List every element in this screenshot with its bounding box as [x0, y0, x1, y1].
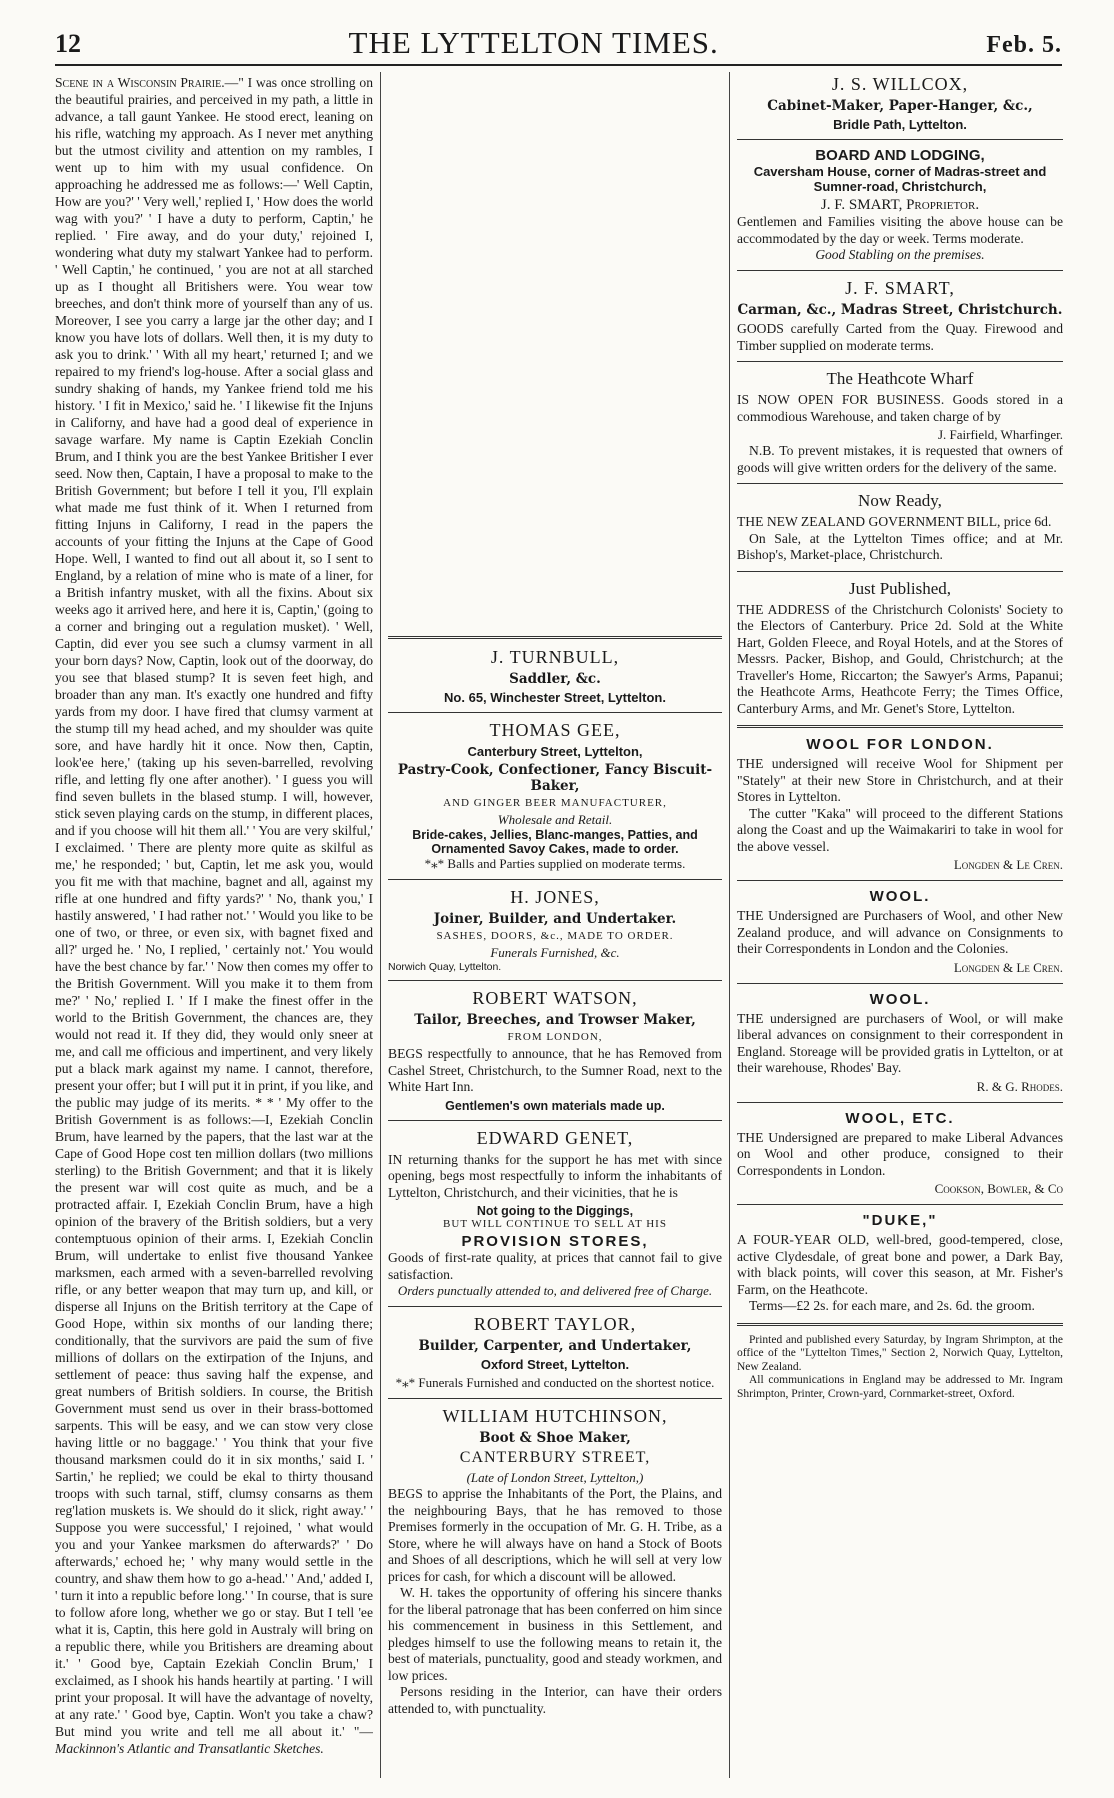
ad-title: WOOL. [869, 990, 931, 1008]
ad-trade: Boot & Shoe Maker, [479, 1430, 631, 1446]
ad-subtitle: (Late of London Street, Lyttelton,) [466, 1470, 644, 1485]
ad-address: Norwich Quay, Lyttelton. [388, 961, 502, 973]
page-title: THE LYTTELTON TIMES. [348, 25, 719, 60]
imprint [737, 1334, 1063, 1402]
ad-street: CANTERBURY STREET, [459, 1449, 651, 1466]
divider [737, 483, 1063, 484]
ad-willcox [737, 74, 1063, 132]
ad-line-1: Not going to the Diggings, [476, 1204, 634, 1218]
divider [388, 636, 722, 639]
ad-title: WOOL, ETC. [845, 1109, 955, 1127]
ad-text-2: The cutter "Kaka" will proceed to the different Stations along the Coast and up the Waimakariri to take in wool for the above vessel. [737, 805, 1063, 854]
column-rule [380, 72, 381, 1778]
ad-text-2: N.B. To prevent mistakes, it is requested that owners of goods will give written orders for the delivery of the same. [737, 443, 1063, 475]
divider [388, 1306, 722, 1307]
ad-heathcote [737, 369, 1063, 476]
article-source: Mackinnon's Atlantic and Transatlantic Sketches. [55, 1741, 324, 1756]
ad-genet [388, 1128, 722, 1300]
ad-wool-1 [737, 888, 1063, 976]
ad-name: J. S. WILLCOX, [831, 74, 969, 94]
divider [737, 571, 1063, 572]
ad-watson [388, 988, 722, 1113]
ad-text: THE Undersigned are prepared to make Liberal Advances on Wool and other produce, consigned to their Correspondents in London. [737, 1129, 1063, 1178]
ad-text-2: Goods of first-rate quality, at prices that cannot fail to give satisfaction. [388, 1250, 722, 1282]
ad-title: WOOL FOR LONDON. [806, 736, 994, 753]
ad-name: ROBERT WATSON, [472, 988, 638, 1008]
divider [737, 1323, 1063, 1326]
ad-proprietor: J. F. SMART, Proprietor. [820, 197, 980, 213]
ad-subtitle: Funerals Furnished, &c. [490, 945, 620, 960]
ad-name: J. TURNBULL, [490, 647, 620, 667]
ad-gee [388, 720, 722, 872]
ad-title: Just Published, [848, 578, 952, 598]
ad-text-2: W. H. takes the opportunity of offering his sincere thanks for the liberal patronage that has been conferred on him since his commencement in business in this Settlement, and pledges himself to use the following means to retain it, the best of materials, punctuality, good and steady workmen, and low prices. [388, 1585, 722, 1683]
ad-text: BEGS to apprise the Inhabitants of the Port, the Plains, and the neighbouring Bays, that he has removed to those Premises formerly in the occupation of Mr. G. H. Tribe, as a Store, where he will always have on hand a Stock of Boots and Shoes of all descriptions, which he will sell at very low prices for cash, for which a discount will be allowed. [388, 1486, 722, 1584]
ad-trade: Joiner, Builder, and Undertaker. [433, 911, 677, 927]
column-rule [729, 72, 730, 1778]
divider [737, 725, 1063, 728]
ad-text: THE ADDRESS of the Christchurch Colonists' Society to the Electors of Canterbury. Price 2d. Sold at the White Hart, Golden Fleece, and Royal Hotels, and at the Stores of Messrs. Packer, Bishop, and Gould, Christchurch; at the Traveller's Home, Riccarton; the Sawyer's Arms, Papanui; the Heathcote Arms, Heathcote Ferry; the Times Office, Canterbury Arms, and Mr. Genet's Store, Lyttelton. [737, 601, 1063, 716]
ad-title: "DUKE," [862, 1212, 938, 1229]
ad-jones [388, 887, 722, 973]
ad-name: H. JONES, [510, 887, 600, 907]
ad-signature: J. Fairfield, Wharfinger. [937, 427, 1063, 442]
ad-address: Bridle Path, Lyttelton. [833, 117, 967, 132]
ad-name: J. F. SMART, [845, 278, 955, 298]
ad-terms: Terms—£2 2s. for each mare, and 2s. 6d. the groom. [749, 1298, 1035, 1313]
ad-wool-3 [737, 1110, 1063, 1198]
ad-published [737, 579, 1063, 718]
ad-trade: Pastry-Cook, Confectioner, Fancy Biscuit-Baker, [397, 762, 713, 794]
article-lead: Scene in a Wisconsin Prairie.— [55, 75, 239, 90]
ad-address: No. 65, Winchester Street, Lyttelton. [444, 690, 666, 705]
ad-trade: Builder, Carpenter, and Undertaker, [418, 1338, 692, 1354]
ad-name: THOMAS GEE, [489, 720, 621, 740]
ad-text: A FOUR-YEAR OLD, well-bred, good-tempered, close, active Clydesdale, of great bone and power, a Dark Bay, with black points, will cover this season, at Mr. Fisher's Farm, on the Heathcote. [737, 1232, 1063, 1297]
ad-hutchinson [388, 1406, 722, 1717]
ad-wool-london [737, 736, 1063, 873]
ad-nowready [737, 491, 1063, 564]
ad-text-3: Persons residing in the Interior, can have their orders attended to, with punctuality. [388, 1684, 722, 1716]
divider [737, 880, 1063, 881]
ad-text-2: On Sale, at the Lyttelton Times office; and at Mr. Bishop's, Market-place, Christchurch. [737, 530, 1063, 562]
ad-taylor [388, 1314, 722, 1391]
ad-subtitle: Good Stabling on the premises. [815, 247, 985, 262]
ad-subtitle: Orders punctually attended to, and delivered free of Charge. [397, 1283, 713, 1298]
ad-title: BOARD AND LODGING, [815, 147, 985, 164]
ad-text: IN returning thanks for the support he has met with since opening, begs most respectfully to inform the inhabitants of Lyttelton, Christchurch, and their vicinities, that he is [388, 1151, 722, 1200]
ad-title: The Heathcote Wharf [826, 369, 974, 388]
ad-text: THE NEW ZEALAND GOVERNMENT BILL, price 6d. [737, 514, 1052, 529]
ad-title: WOOL. [869, 888, 931, 905]
ad-turnbull [388, 647, 722, 705]
divider [737, 361, 1063, 362]
ad-name: EDWARD GENET, [476, 1127, 634, 1148]
divider [737, 139, 1063, 140]
divider [737, 1204, 1063, 1205]
ad-line-3: PROVISION STORES, [461, 1233, 649, 1250]
divider [737, 983, 1063, 984]
ad-line-2: BUT WILL CONTINUE TO SELL AT HIS [443, 1218, 667, 1230]
ad-subtitle: Wholesale and Retail. [497, 812, 613, 827]
divider [388, 712, 722, 713]
article-text: " I was once strolling on the beautiful prairies, and perceived in my path, a little in advance, a tall gaunt Yankee. He stood erect, leaning on his rifle, watching my approach. As I never met anything but the utmost civility and attention on my rambles, I went up to him with my usual confidence. On approaching he addressed me as follows:—' Well Captin, How are you?' ' Very well,' replied I, ' How does the world wag with you?' ' I have a duty to perform, Captin,' he replied. ' Fire away, and do your duty,' rejoined I, wondering what duty my stalwart Yankee had to perform. ' Well Captin,' he continued, ' you are not at all starched up as I thought all Britishers were. You wear tow breeches, and don't think more of yourself than any of us. Moreover, I see you carry a large jar the other day; and I know you have lots of dollars. Well then, it is my duty to ask you to drink.' ' With all my heart,' returned I; and we repaired to my friend's log-house. After a social glass and sundry shaking of hands, my Yankee friend told me his history. ' I fit in Mexico,' said he. ' I likewise fit the Injuns in Californy, and have had a good deal of experience in savage warfare. My name is Captin Ezekiah Conclin Brum, and I think you are the best Yankee Britisher I ever seed. Now then, Captain, I have a proposal to make to the British Government; but before I tell it you, I'll explain what made me fust think of it. When I returned from fitting Injuns in Californy, I read in the papers the accounts of your fitting the Injuns at the Cape of Good Hope. Well, I wanted to find out all about it, so I sent to England, by a relation of mine who is mate of a liner, for a British infantry musket, with all the fixins. About six weeks ago it arrived here, and here it is, Captin,' (going to a corner and bringing out a regulation musket). ' Well, Captin, did ever you see such a clumsy varment in all your born days? Now, Captin, look out of the doorway, do you see that blased stump? It is seven feet high, and broader than any man. It's exactly one hundred and fifty yards from my door. I have fired that clumsy varment at the stump till my head ached, and my shoulder was quite sore, and have hardly hit it once. Now then, Captin, look'ee here,' (taking up his seven-barrelled, revolving rifle, and letting fly one after another). ' I guess you will find seven bullets in the blased stump. I will, however, stick seven playing cards on the stump, in different places, and if you choose will hit them all.' ' You are very skilful,' I exclaimed. ' There are plenty more quite as skilful as me,' he responded; ' but, Captin, let me ask you, would you fit me with that machine, bagnet and all, against my rifle at one hundred and fifty yards?' ' No, thank you,' I hastily answered, ' I had rather not.' ' Would you like to be one of two, or three, or even six, with bagnet fixed and all?' urged he. ' No, I replied, ' certainly not.' You would have the best chance by far.' ' Now then comes my offer to the British Government. Will you make it to them from me?' ' No,' replied I. ' If I make the finest offer in the world to the British Government, the chances are, they would not read it. If they did, they would only sneer at me, and call me officious and impertinent, and very likely put a black mark against my name. I cannot, therefore, present your offer; but I will put it in print, if you like, and the public may judge of its merits. * * ' My offer to the British Government is as follows:—I, Ezekiah Conclin Brum, have learned by the papers, that the last war at the Cape of Good Hope cost ten million dollars (two millions sterling) to the British Government; and that it is likely the present war will cost quite as much, and be a protracted affair. I, Ezekiah Conclin Brum, have a high opinion of the bravery of the British soldiers, but a very contemptuous opinion of their arms. I, Ezekiah Conclin Brum, will undertake to enlist five thousand Yankee marksmen, each armed with a seven-barrelled revolving rifle, or any better weapon that may turn up, and kill, or disperse all Injuns on the British territory at the Cape of Good Hope, within six months of our landing there; conditionally, that the survivors are paid the sum of five millions of dollars on the extirpation of the Injuns, and settlement of peace: thus saving half the expense, and great numbers of British soldiers. In course, the British Government must send us over in their brass-bottomed sarpents. This will be easy, and we can stow very close having little or no baggage.' ' You think that your five thousand marksmen could do it in six months,' said I. ' Sartin,' he replied; we could be ekal to thirty thousand troops with such tarnal, stiff, clumsy consarns as them reg'lation muskets is. We should do it slick, right away.' ' Suppose you were successful,' I rejoined, ' what would you and your Yankee marksmen do afterwards?' ' Do afterwards,' echoed he; ' why many would settle in the country, and shaw them how to go a-head.' ' And,' added I, ' turn it into a republic before long.' ' In course, that is sure to follow afore long, whether we go or stay. But I tell 'ee what it is, Captin, this here gold in Australy will bring on a republic there, while you Britishers are dreaming about it.' ' Good bye, Captain Ezekiah Conclin Brum,' I exclaimed, as I shook his hands heartily at parting. ' I will print your proposal. It will have the advantage of novelty, at any rate.' ' Good bye, Captin. Won't you take a chaw? But mind you write and tell me all about it.' "— [55, 75, 373, 1739]
ad-text: BEGS respectfully to announce, that he has Removed from Cashel Street, Christchurch, to the Sumner Road, next to the White Hart Inn. [388, 1046, 722, 1094]
ad-line: SASHES, DOORS, &c., MADE TO ORDER. [436, 930, 674, 942]
ad-text: THE Undersigned are Purchasers of Wool, and other New Zealand produce, and will advance on Consignments to their Correspondents in London and the Colonies. [737, 908, 1063, 956]
divider [388, 1398, 722, 1399]
ad-trade: Saddler, &c. [509, 671, 601, 687]
ad-duke [737, 1212, 1063, 1315]
ad-smart [737, 278, 1063, 354]
ad-trade-line: AND GINGER BEER MANUFACTURER, [443, 797, 667, 809]
ad-wool-2 [737, 991, 1063, 1095]
article [55, 74, 373, 1757]
ad-trade: Carman, &c., Madras Street, Christchurch. [737, 302, 1063, 318]
ad-text: Gentlemen and Families visiting the above house can be accommodated by the day or week. Terms moderate. [737, 214, 1063, 246]
ad-trade: Cabinet-Maker, Paper-Hanger, &c., [767, 98, 1033, 114]
issue-date: Feb. 5. [986, 32, 1062, 58]
ad-from: FROM LONDON, [507, 1031, 603, 1043]
ad-text: THE undersigned are purchasers of Wool, or will make liberal advances on consignment to their correspondent in England. Storeage will be provided gratis in Lyttelton, or at their warehouse, Rhodes' Bay. [737, 1010, 1063, 1075]
column-1 [55, 74, 373, 1778]
ad-items: Bride-cakes, Jellies, Blanc-manges, Patties, and Ornamented Savoy Cakes, made to order. [412, 828, 698, 856]
imprint-text-2: All communications in England may be addressed to Mr. Ingram Shrimpton, Printer, Crown-yard, Cornmarket-street, Oxford. [737, 1374, 1063, 1400]
ad-note: *⁎* Balls and Parties supplied on moderate terms. [424, 856, 686, 871]
ad-note: Gentlemen's own materials made up. [445, 1098, 665, 1113]
divider [737, 1102, 1063, 1103]
ad-trade: Tailor, Breeches, and Trowser Maker, [414, 1012, 696, 1028]
ad-signature: R. & G. Rhodes. [976, 1078, 1063, 1094]
divider [388, 879, 722, 880]
ad-signature: Cookson, Bowler, & Co [934, 1181, 1063, 1196]
ad-address: Caversham House, corner of Madras-street and Sumner-road, Christchurch, [753, 164, 1047, 194]
ad-board [737, 147, 1063, 263]
masthead [55, 22, 1062, 66]
ad-text: THE undersigned will receive Wool for Shipment per "Stately" at their new Store in Christchurch, and at their Stores in Lyttelton. [737, 756, 1063, 804]
ad-text: GOODS carefully Carted from the Quay. Firewood and Timber supplied on moderate terms. [737, 321, 1063, 353]
column-2 [388, 628, 722, 1778]
ad-signature: Longden & Le Cren. [953, 857, 1063, 872]
ad-title: Now Ready, [858, 491, 942, 510]
ad-text: IS NOW OPEN FOR BUSINESS. Goods stored in a commodious Warehouse, and taken charge of by [737, 392, 1063, 424]
ad-note: *⁎* Funerals Furnished and conducted on the shortest notice. [395, 1375, 715, 1390]
ad-address: Oxford Street, Lyttelton. [480, 1357, 630, 1372]
imprint-text: Printed and published every Saturday, by Ingram Shrimpton, at the office of the "Lyttelton Times," Section 2, Norwich Quay, Lyttelton, New Zealand. [737, 1333, 1063, 1373]
page-number: 12 [55, 29, 81, 58]
divider [737, 270, 1063, 271]
ad-name: ROBERT TAYLOR, [473, 1314, 637, 1334]
ad-name: WILLIAM HUTCHINSON, [442, 1406, 668, 1426]
ad-address: Canterbury Street, Lyttelton, [467, 744, 643, 759]
column-3 [737, 74, 1063, 1778]
divider [388, 980, 722, 981]
ad-signature: Longden & Le Cren. [953, 959, 1063, 975]
divider [388, 1120, 722, 1121]
